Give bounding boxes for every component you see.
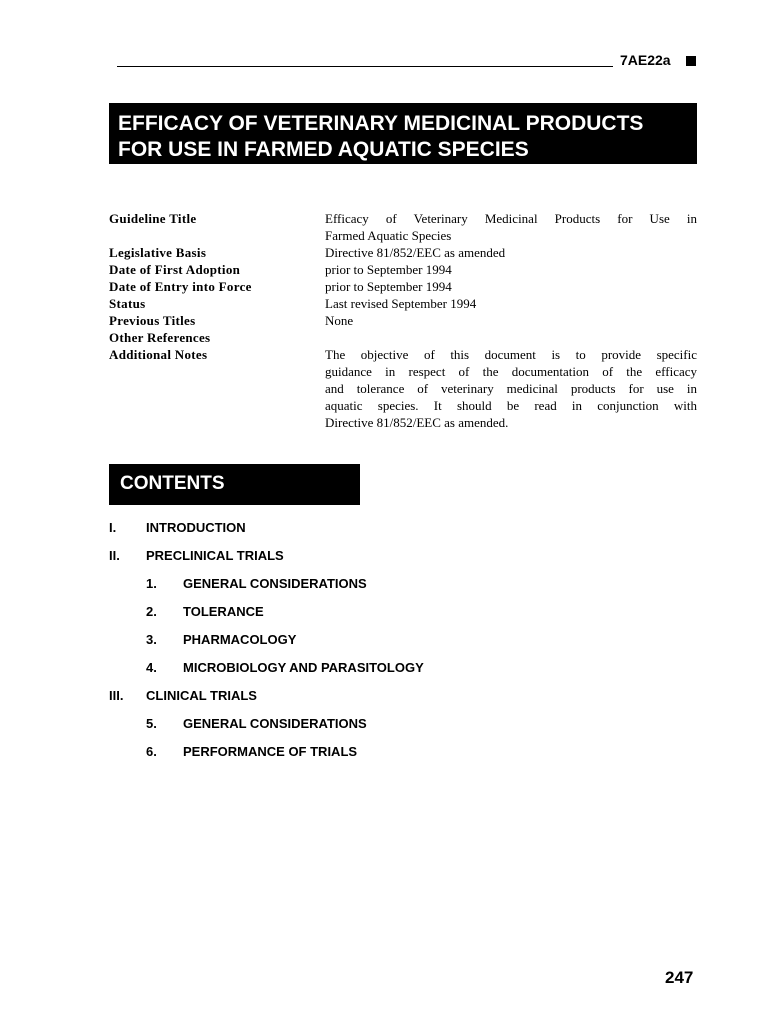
toc-item-number: III. bbox=[109, 688, 124, 703]
value-status: Last revised September 1994 bbox=[325, 296, 477, 311]
toc-item-number: 6. bbox=[146, 744, 157, 759]
notes-line-4: aquatic species. It should be read in conjunction with bbox=[325, 398, 697, 413]
toc-item-label: PERFORMANCE OF TRIALS bbox=[183, 744, 358, 759]
header-rule bbox=[117, 66, 613, 67]
toc-item-label: INTRODUCTION bbox=[146, 520, 246, 535]
notes-line-5: Directive 81/852/EEC as amended. bbox=[325, 415, 509, 430]
document-title bbox=[109, 103, 697, 164]
toc-item-number: II. bbox=[109, 548, 120, 563]
value-guideline-title-2: Farmed Aquatic Species bbox=[325, 228, 452, 243]
contents-heading: CONTENTS bbox=[109, 464, 360, 505]
value-legislative-basis: Directive 81/852/EEC as amended bbox=[325, 245, 506, 260]
label-status: Status bbox=[109, 296, 146, 311]
value-guideline-title-1: Efficacy of Veterinary Medicinal Products for Use in bbox=[325, 211, 697, 226]
value-date-entry-force: prior to September 1994 bbox=[325, 279, 452, 294]
toc-item-label: TOLERANCE bbox=[183, 604, 264, 619]
value-date-first-adoption: prior to September 1994 bbox=[325, 262, 452, 277]
toc-item-number: 3. bbox=[146, 632, 157, 647]
notes-line-3: and tolerance of veterinary medicinal products for use in bbox=[325, 381, 697, 396]
notes-line-1: The objective of this document is to provide specific bbox=[325, 347, 697, 362]
label-guideline-title: Guideline Title bbox=[109, 211, 197, 226]
title-line-1: EFFICACY OF VETERINARY MEDICINAL PRODUCTS bbox=[118, 112, 644, 135]
square-bullet-icon bbox=[686, 56, 696, 66]
value-previous-titles: None bbox=[325, 313, 354, 328]
page-number: 247 bbox=[665, 968, 694, 987]
label-date-entry-force: Date of Entry into Force bbox=[109, 279, 252, 294]
metadata-labels bbox=[109, 210, 252, 363]
label-other-references: Other References bbox=[109, 330, 211, 345]
title-line-2: FOR USE IN FARMED AQUATIC SPECIES bbox=[118, 138, 529, 161]
toc-item-label: CLINICAL TRIALS bbox=[146, 688, 257, 703]
toc-item-number: 4. bbox=[146, 660, 157, 675]
label-additional-notes: Additional Notes bbox=[109, 347, 208, 362]
toc-item-label: PRECLINICAL TRIALS bbox=[146, 548, 284, 563]
toc-item-number: I. bbox=[109, 520, 117, 535]
label-previous-titles: Previous Titles bbox=[109, 313, 196, 328]
document-code: 7AE22a bbox=[620, 52, 671, 68]
toc-item-label: PHARMACOLOGY bbox=[183, 632, 297, 647]
toc-item-number: 1. bbox=[146, 576, 157, 591]
label-legislative-basis: Legislative Basis bbox=[109, 245, 207, 260]
toc-item-label: GENERAL CONSIDERATIONS bbox=[183, 716, 367, 731]
notes-line-2: guidance in respect of the documentation of the efficacy bbox=[325, 364, 697, 379]
toc-item-label: GENERAL CONSIDERATIONS bbox=[183, 576, 367, 591]
label-date-first-adoption: Date of First Adoption bbox=[109, 262, 241, 277]
metadata-values bbox=[325, 210, 697, 431]
toc-item-number: 2. bbox=[146, 604, 157, 619]
toc-item-number: 5. bbox=[146, 716, 157, 731]
toc-item-label: MICROBIOLOGY AND PARASITOLOGY bbox=[183, 660, 424, 675]
